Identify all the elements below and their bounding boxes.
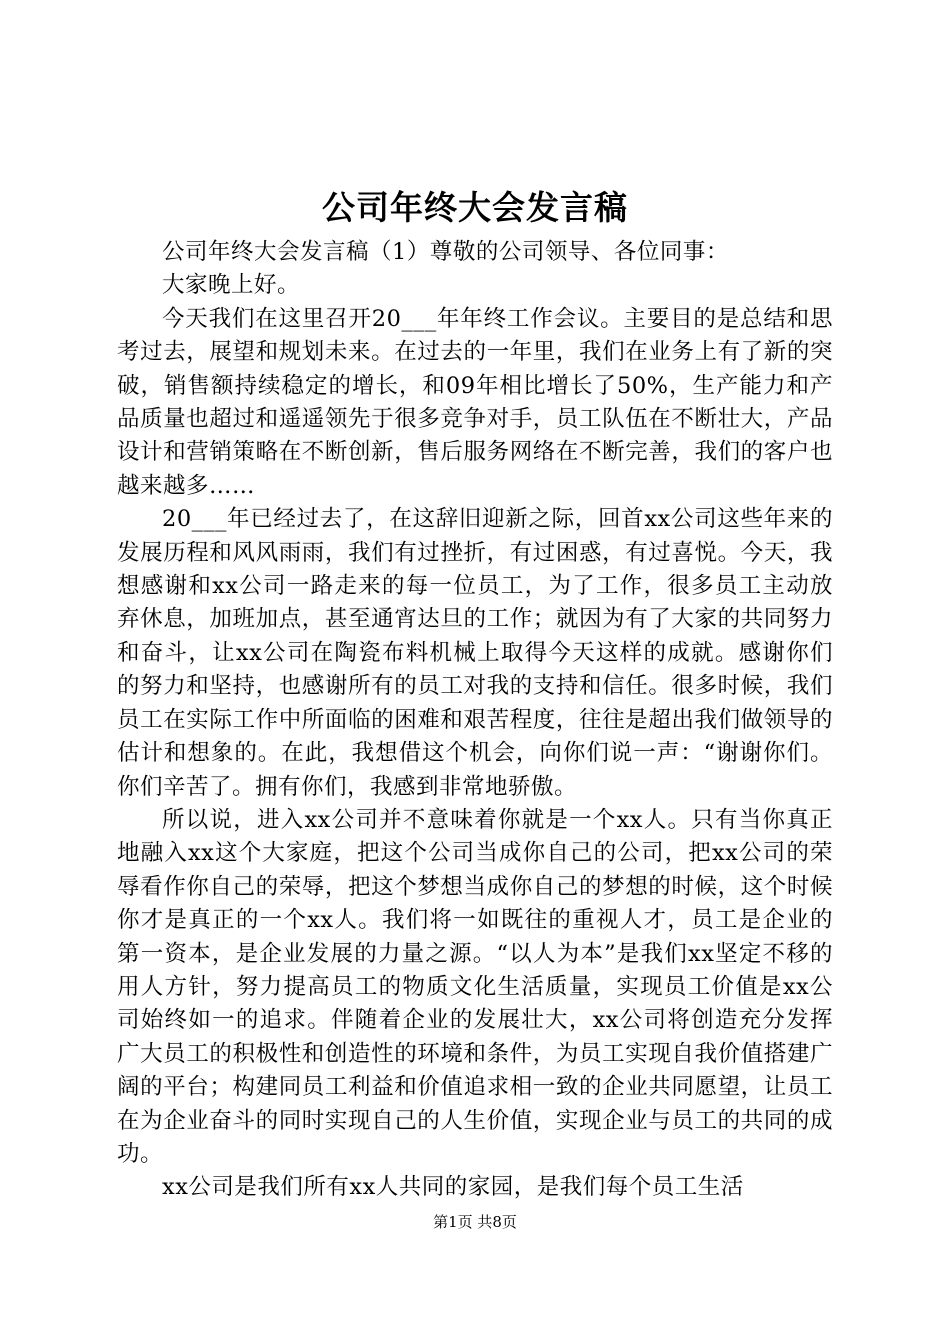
- paragraph-opening: 公司年终大会发言稿（1）尊敬的公司领导、各位同事：: [162, 239, 729, 265]
- page-footer: 第1页 共8页: [433, 1213, 517, 1231]
- paragraph-greeting: 大家晚上好。: [162, 272, 301, 299]
- paragraph-talent: 所以说，进入xx公司并不意味着你就是一个xx人。只有当你真正地融入xx这个大家庭，把这个公司当成你自己的公司，把xx公司的荣辱看作你自己的荣辱，把这个梦想当成你自己的梦想的时候，这个时候你才是真正的一个xx人。我们将一如既往的重视人才，员工是企业的第一资本，是企业发展的力量之源。“以人为本”是我们xx坚定不移的用人方针，努力提高员工的物质文化生活质量，实现员工价值是xx公司始终如一的追求。伴随着企业的发展壮大，xx公司将创造充分发挥广大员工的积极性和创造性的环境和条件，为员工实现自我价值搭建广阔的平台；构建同员工利益和价值追求相一致的企业共同愿望，让员工在为企业奋斗的同时实现自己的人生价值，实现企业与员工的共同的成功。: [117, 806, 833, 1167]
- paragraph-meeting-purpose: 今天我们在这里召开20___年年终工作会议。主要目的是总结和思考过去，展望和规划未来。在过去的一年里，我们在业务上有了新的突破，销售额持续稳定的增长，和09年相比增长了50%，生产能力和产品质量也超过和遥遥领先于很多竞争对手，员工队伍在不断壮大，产品设计和营销策略在不断创新，售后服务网络在不断完善，我们的客户也越来越多……: [117, 305, 833, 499]
- document-body: [117, 236, 833, 1205]
- paragraph-thanks: 20___年已经过去了，在这辞旧迎新之际，回首xx公司这些年来的发展历程和风风雨雨，我们有过挫折，有过困惑，有过喜悦。今天，我想感谢和xx公司一路走来的每一位员工，为了工作，很多员工主动放弃休息，加班加点，甚至通宵达旦的工作；就因为有了大家的共同努力和奋斗，让xx公司在陶瓷布料机械上取得今天这样的成就。感谢你们的努力和坚持，也感谢所有的员工对我的支持和信任。很多时候，我们员工在实际工作中所面临的困难和艰苦程度，往往是超出我们做领导的估计和想象的。在此，我想借这个机会，向你们说一声：“谢谢你们。你们辛苦了。拥有你们，我感到非常地骄傲。: [117, 506, 833, 800]
- document-title: 公司年终大会发言稿: [322, 188, 628, 227]
- paragraph-home: xx公司是我们所有xx人共同的家园，是我们每个员工生活: [162, 1174, 744, 1201]
